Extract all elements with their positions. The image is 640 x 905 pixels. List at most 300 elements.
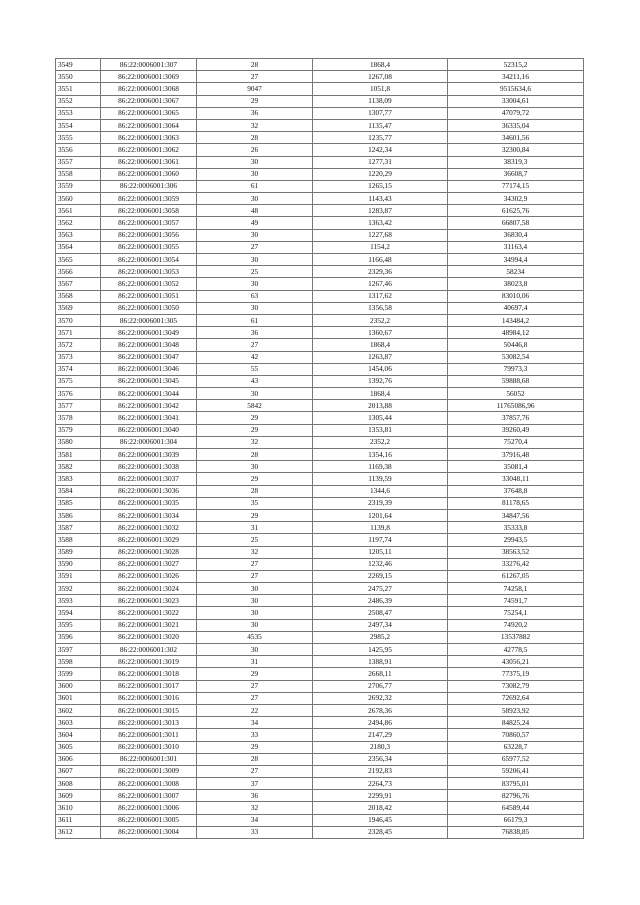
unit-value-cell: 1354,16	[313, 449, 448, 461]
row-number-cell: 3590	[56, 558, 101, 570]
table-row	[56, 656, 584, 668]
table-row	[56, 156, 584, 168]
cadastral-number-cell: 86:22:0006001:3041	[101, 412, 197, 424]
area-cell: 27	[197, 680, 313, 692]
table-row	[56, 826, 584, 838]
cadastral-value-cell: 66807,58	[448, 217, 584, 229]
row-number-cell: 3579	[56, 424, 101, 436]
cadastral-number-cell: 86:22:0006001:3042	[101, 400, 197, 412]
cadastral-value-cell: 47079,72	[448, 107, 584, 119]
cadastral-value-cell: 83795,01	[448, 778, 584, 790]
table-row	[56, 144, 584, 156]
area-cell: 32	[197, 436, 313, 448]
area-cell: 48	[197, 205, 313, 217]
area-cell: 43	[197, 375, 313, 387]
unit-value-cell: 1868,4	[313, 388, 448, 400]
cadastral-value-cell: 83010,06	[448, 290, 584, 302]
unit-value-cell: 1232,46	[313, 558, 448, 570]
cadastral-number-cell: 86:22:0006001:3067	[101, 95, 197, 107]
row-number-cell: 3586	[56, 509, 101, 521]
area-cell: 29	[197, 473, 313, 485]
cadastral-value-cell: 31163,4	[448, 241, 584, 253]
area-cell: 28	[197, 132, 313, 144]
table-row	[56, 375, 584, 387]
unit-value-cell: 1139,59	[313, 473, 448, 485]
cadastral-value-cell: 77174,15	[448, 180, 584, 192]
cadastral-value-cell: 75254,1	[448, 607, 584, 619]
unit-value-cell: 2494,86	[313, 717, 448, 729]
row-number-cell: 3551	[56, 83, 101, 95]
cadastral-number-cell: 86:22:0006001:3051	[101, 290, 197, 302]
area-cell: 30	[197, 278, 313, 290]
row-number-cell: 3611	[56, 814, 101, 826]
area-cell: 31	[197, 656, 313, 668]
area-cell: 30	[197, 461, 313, 473]
cadastral-value-cell: 56052	[448, 388, 584, 400]
cadastral-value-cell: 63228,7	[448, 741, 584, 753]
table-row	[56, 193, 584, 205]
cadastral-value-cell: 66179,3	[448, 814, 584, 826]
area-cell: 61	[197, 314, 313, 326]
table-row	[56, 254, 584, 266]
table-row	[56, 95, 584, 107]
cadastral-value-table	[55, 58, 584, 839]
table-row	[56, 704, 584, 716]
row-number-cell: 3602	[56, 704, 101, 716]
unit-value-cell: 2692,32	[313, 692, 448, 704]
cadastral-value-cell: 40697,4	[448, 302, 584, 314]
table-row	[56, 449, 584, 461]
row-number-cell: 3610	[56, 802, 101, 814]
unit-value-cell: 1143,43	[313, 193, 448, 205]
table-row	[56, 558, 584, 570]
row-number-cell: 3592	[56, 583, 101, 595]
table-row	[56, 217, 584, 229]
cadastral-value-cell: 34302,9	[448, 193, 584, 205]
cadastral-value-cell: 38563,52	[448, 546, 584, 558]
table-row	[56, 546, 584, 558]
row-number-cell: 3604	[56, 729, 101, 741]
unit-value-cell: 2192,83	[313, 765, 448, 777]
row-number-cell: 3560	[56, 193, 101, 205]
cadastral-value-cell: 33276,42	[448, 558, 584, 570]
unit-value-cell: 1205,11	[313, 546, 448, 558]
cadastral-number-cell: 86:22:0006001:3034	[101, 509, 197, 521]
table-row	[56, 83, 584, 95]
unit-value-cell: 2475,27	[313, 583, 448, 595]
area-cell: 36	[197, 327, 313, 339]
cadastral-number-cell: 86:22:0006001:3019	[101, 656, 197, 668]
cadastral-number-cell: 86:22:0006001:3024	[101, 583, 197, 595]
row-number-cell: 3567	[56, 278, 101, 290]
unit-value-cell: 2678,36	[313, 704, 448, 716]
cadastral-number-cell: 86:22:0006001:3040	[101, 424, 197, 436]
row-number-cell: 3587	[56, 522, 101, 534]
row-number-cell: 3597	[56, 644, 101, 656]
unit-value-cell: 2319,39	[313, 497, 448, 509]
cadastral-value-cell: 65977,52	[448, 753, 584, 765]
row-number-cell: 3559	[56, 180, 101, 192]
area-cell: 9047	[197, 83, 313, 95]
table-row	[56, 180, 584, 192]
cadastral-number-cell: 86:22:0006001:3064	[101, 119, 197, 131]
cadastral-number-cell: 86:22:0006001:3063	[101, 132, 197, 144]
cadastral-value-cell: 84825,24	[448, 717, 584, 729]
unit-value-cell: 1135,47	[313, 119, 448, 131]
cadastral-number-cell: 86:22:0006001:3047	[101, 351, 197, 363]
table-row	[56, 205, 584, 217]
unit-value-cell: 1138,09	[313, 95, 448, 107]
table-row	[56, 241, 584, 253]
area-cell: 30	[197, 388, 313, 400]
cadastral-value-cell: 59888,68	[448, 375, 584, 387]
table-row	[56, 412, 584, 424]
table-row	[56, 595, 584, 607]
area-cell: 35	[197, 497, 313, 509]
row-number-cell: 3576	[56, 388, 101, 400]
table-row	[56, 607, 584, 619]
cadastral-value-cell: 74258,1	[448, 583, 584, 595]
row-number-cell: 3564	[56, 241, 101, 253]
area-cell: 33	[197, 826, 313, 838]
unit-value-cell: 1169,38	[313, 461, 448, 473]
row-number-cell: 3609	[56, 790, 101, 802]
table-row	[56, 266, 584, 278]
row-number-cell: 3580	[56, 436, 101, 448]
row-number-cell: 3583	[56, 473, 101, 485]
row-number-cell: 3600	[56, 680, 101, 692]
cadastral-value-cell: 36608,7	[448, 168, 584, 180]
cadastral-value-cell: 35333,8	[448, 522, 584, 534]
cadastral-number-cell: 86:22:0006001:3023	[101, 595, 197, 607]
cadastral-number-cell: 86:22:0006001:304	[101, 436, 197, 448]
unit-value-cell: 1265,15	[313, 180, 448, 192]
cadastral-number-cell: 86:22:0006001:3018	[101, 668, 197, 680]
table-row	[56, 814, 584, 826]
unit-value-cell: 2328,45	[313, 826, 448, 838]
unit-value-cell: 1307,77	[313, 107, 448, 119]
cadastral-number-cell: 86:22:0006001:307	[101, 59, 197, 71]
table-row	[56, 790, 584, 802]
unit-value-cell: 1051,8	[313, 83, 448, 95]
unit-value-cell: 1220,29	[313, 168, 448, 180]
area-cell: 29	[197, 412, 313, 424]
area-cell: 30	[197, 168, 313, 180]
area-cell: 55	[197, 363, 313, 375]
area-cell: 28	[197, 485, 313, 497]
area-cell: 28	[197, 59, 313, 71]
cadastral-value-cell: 74920,2	[448, 619, 584, 631]
row-number-cell: 3554	[56, 119, 101, 131]
cadastral-number-cell: 86:22:0006001:3009	[101, 765, 197, 777]
row-number-cell: 3588	[56, 534, 101, 546]
area-cell: 30	[197, 193, 313, 205]
row-number-cell: 3591	[56, 570, 101, 582]
row-number-cell: 3596	[56, 631, 101, 643]
table-row	[56, 388, 584, 400]
cadastral-value-cell: 76838,85	[448, 826, 584, 838]
table-row	[56, 802, 584, 814]
area-cell: 28	[197, 753, 313, 765]
unit-value-cell: 1392,76	[313, 375, 448, 387]
area-cell: 22	[197, 704, 313, 716]
area-cell: 36	[197, 790, 313, 802]
cadastral-number-cell: 86:22:0006001:3028	[101, 546, 197, 558]
table-row	[56, 290, 584, 302]
unit-value-cell: 2352,2	[313, 314, 448, 326]
unit-value-cell: 2264,73	[313, 778, 448, 790]
area-cell: 25	[197, 534, 313, 546]
cadastral-number-cell: 86:22:0006001:3026	[101, 570, 197, 582]
row-number-cell: 3589	[56, 546, 101, 558]
cadastral-number-cell: 86:22:0006001:3035	[101, 497, 197, 509]
unit-value-cell: 1267,08	[313, 71, 448, 83]
table-row	[56, 327, 584, 339]
cadastral-value-cell: 36830,4	[448, 229, 584, 241]
cadastral-value-cell: 72692,64	[448, 692, 584, 704]
table-row	[56, 168, 584, 180]
area-cell: 27	[197, 570, 313, 582]
unit-value-cell: 2706,77	[313, 680, 448, 692]
row-number-cell: 3601	[56, 692, 101, 704]
unit-value-cell: 2352,2	[313, 436, 448, 448]
cadastral-value-cell: 13537882	[448, 631, 584, 643]
cadastral-value-cell: 143484,2	[448, 314, 584, 326]
unit-value-cell: 1154,2	[313, 241, 448, 253]
area-cell: 30	[197, 254, 313, 266]
cadastral-value-cell: 50446,8	[448, 339, 584, 351]
cadastral-number-cell: 86:22:0006001:3008	[101, 778, 197, 790]
area-cell: 30	[197, 302, 313, 314]
cadastral-number-cell: 86:22:0006001:3036	[101, 485, 197, 497]
cadastral-number-cell: 86:22:0006001:3022	[101, 607, 197, 619]
unit-value-cell: 2329,36	[313, 266, 448, 278]
cadastral-number-cell: 86:22:0006001:3010	[101, 741, 197, 753]
area-cell: 32	[197, 802, 313, 814]
row-number-cell: 3607	[56, 765, 101, 777]
cadastral-value-cell: 34211,16	[448, 71, 584, 83]
cadastral-value-cell: 82796,76	[448, 790, 584, 802]
area-cell: 27	[197, 558, 313, 570]
row-number-cell: 3585	[56, 497, 101, 509]
cadastral-value-cell: 29943,5	[448, 534, 584, 546]
row-number-cell: 3575	[56, 375, 101, 387]
cadastral-value-cell: 79973,3	[448, 363, 584, 375]
area-cell: 33	[197, 729, 313, 741]
cadastral-value-cell: 70860,57	[448, 729, 584, 741]
cadastral-number-cell: 86:22:0006001:305	[101, 314, 197, 326]
row-number-cell: 3594	[56, 607, 101, 619]
row-number-cell: 3612	[56, 826, 101, 838]
cadastral-number-cell: 86:22:0006001:3069	[101, 71, 197, 83]
cadastral-value-cell: 81178,65	[448, 497, 584, 509]
row-number-cell: 3603	[56, 717, 101, 729]
unit-value-cell: 1227,68	[313, 229, 448, 241]
unit-value-cell: 2985,2	[313, 631, 448, 643]
area-cell: 27	[197, 339, 313, 351]
cadastral-value-cell: 58923,92	[448, 704, 584, 716]
cadastral-number-cell: 86:22:0006001:3056	[101, 229, 197, 241]
unit-value-cell: 1197,74	[313, 534, 448, 546]
unit-value-cell: 1305,44	[313, 412, 448, 424]
row-number-cell: 3581	[56, 449, 101, 461]
row-number-cell: 3566	[56, 266, 101, 278]
area-cell: 30	[197, 229, 313, 241]
table-row	[56, 522, 584, 534]
table-row	[56, 351, 584, 363]
area-cell: 30	[197, 583, 313, 595]
row-number-cell: 3593	[56, 595, 101, 607]
cadastral-number-cell: 86:22:0006001:3048	[101, 339, 197, 351]
unit-value-cell: 1946,45	[313, 814, 448, 826]
unit-value-cell: 1454,06	[313, 363, 448, 375]
area-cell: 30	[197, 619, 313, 631]
area-cell: 37	[197, 778, 313, 790]
unit-value-cell: 1242,34	[313, 144, 448, 156]
cadastral-value-cell: 77375,19	[448, 668, 584, 680]
row-number-cell: 3558	[56, 168, 101, 180]
cadastral-number-cell: 86:22:0006001:3039	[101, 449, 197, 461]
cadastral-value-cell: 53082,54	[448, 351, 584, 363]
unit-value-cell: 2018,42	[313, 802, 448, 814]
cadastral-number-cell: 86:22:0006001:3011	[101, 729, 197, 741]
row-number-cell: 3568	[56, 290, 101, 302]
area-cell: 4535	[197, 631, 313, 643]
cadastral-number-cell: 86:22:0006001:3017	[101, 680, 197, 692]
area-cell: 27	[197, 692, 313, 704]
unit-value-cell: 2013,88	[313, 400, 448, 412]
cadastral-number-cell: 86:22:0006001:3061	[101, 156, 197, 168]
cadastral-value-cell: 58234	[448, 266, 584, 278]
row-number-cell: 3549	[56, 59, 101, 71]
row-number-cell: 3563	[56, 229, 101, 241]
table-row	[56, 668, 584, 680]
table-row	[56, 436, 584, 448]
unit-value-cell: 2356,34	[313, 753, 448, 765]
cadastral-number-cell: 86:22:0006001:3055	[101, 241, 197, 253]
cadastral-value-cell: 73082,79	[448, 680, 584, 692]
table-row	[56, 473, 584, 485]
area-cell: 30	[197, 644, 313, 656]
table-row	[56, 229, 584, 241]
table-row	[56, 461, 584, 473]
cadastral-value-cell: 37916,48	[448, 449, 584, 461]
table-row	[56, 692, 584, 704]
cadastral-number-cell: 86:22:0006001:302	[101, 644, 197, 656]
table-row	[56, 71, 584, 83]
table-row	[56, 400, 584, 412]
area-cell: 29	[197, 741, 313, 753]
table-row	[56, 339, 584, 351]
cadastral-value-cell: 59206,41	[448, 765, 584, 777]
cadastral-number-cell: 86:22:0006001:3020	[101, 631, 197, 643]
unit-value-cell: 2508,47	[313, 607, 448, 619]
unit-value-cell: 1277,31	[313, 156, 448, 168]
unit-value-cell: 1868,4	[313, 339, 448, 351]
cadastral-value-cell: 48984,12	[448, 327, 584, 339]
row-number-cell: 3562	[56, 217, 101, 229]
table-row	[56, 132, 584, 144]
cadastral-number-cell: 86:22:0006001:3006	[101, 802, 197, 814]
cadastral-value-cell: 9515634,6	[448, 83, 584, 95]
table-row	[56, 424, 584, 436]
cadastral-number-cell: 86:22:0006001:3004	[101, 826, 197, 838]
unit-value-cell: 1235,77	[313, 132, 448, 144]
cadastral-value-cell: 43056,21	[448, 656, 584, 668]
area-cell: 30	[197, 595, 313, 607]
table-row	[56, 302, 584, 314]
cadastral-number-cell: 86:22:0006001:3045	[101, 375, 197, 387]
row-number-cell: 3582	[56, 461, 101, 473]
table-row	[56, 741, 584, 753]
area-cell: 26	[197, 144, 313, 156]
unit-value-cell: 2668,11	[313, 668, 448, 680]
cadastral-value-cell: 34994,4	[448, 254, 584, 266]
area-cell: 42	[197, 351, 313, 363]
row-number-cell: 3569	[56, 302, 101, 314]
unit-value-cell: 1166,48	[313, 254, 448, 266]
area-cell: 25	[197, 266, 313, 278]
table-row	[56, 278, 584, 290]
area-cell: 29	[197, 95, 313, 107]
cadastral-number-cell: 86:22:0006001:3060	[101, 168, 197, 180]
unit-value-cell: 1363,42	[313, 217, 448, 229]
table-row	[56, 753, 584, 765]
cadastral-number-cell: 86:22:0006001:3029	[101, 534, 197, 546]
table-row	[56, 363, 584, 375]
cadastral-number-cell: 86:22:0006001:3046	[101, 363, 197, 375]
unit-value-cell: 2497,34	[313, 619, 448, 631]
area-cell: 30	[197, 607, 313, 619]
cadastral-value-cell: 11765086,96	[448, 400, 584, 412]
table-row	[56, 485, 584, 497]
cadastral-number-cell: 86:22:0006001:3058	[101, 205, 197, 217]
row-number-cell: 3552	[56, 95, 101, 107]
area-cell: 34	[197, 717, 313, 729]
area-cell: 49	[197, 217, 313, 229]
cadastral-value-cell: 38023,8	[448, 278, 584, 290]
unit-value-cell: 2486,39	[313, 595, 448, 607]
unit-value-cell: 1353,81	[313, 424, 448, 436]
area-cell: 28	[197, 449, 313, 461]
row-number-cell: 3572	[56, 339, 101, 351]
area-cell: 30	[197, 156, 313, 168]
table-row	[56, 497, 584, 509]
cadastral-value-cell: 36335,04	[448, 119, 584, 131]
cadastral-value-cell: 33004,61	[448, 95, 584, 107]
cadastral-value-cell: 75270,4	[448, 436, 584, 448]
cadastral-number-cell: 86:22:0006001:3027	[101, 558, 197, 570]
table-row	[56, 631, 584, 643]
row-number-cell: 3595	[56, 619, 101, 631]
unit-value-cell: 1139,8	[313, 522, 448, 534]
cadastral-number-cell: 86:22:0006001:3038	[101, 461, 197, 473]
table-row	[56, 680, 584, 692]
row-number-cell: 3577	[56, 400, 101, 412]
area-cell: 36	[197, 107, 313, 119]
row-number-cell: 3557	[56, 156, 101, 168]
table-row	[56, 570, 584, 582]
row-number-cell: 3605	[56, 741, 101, 753]
row-number-cell: 3608	[56, 778, 101, 790]
row-number-cell: 3561	[56, 205, 101, 217]
row-number-cell: 3553	[56, 107, 101, 119]
row-number-cell: 3606	[56, 753, 101, 765]
row-number-cell: 3584	[56, 485, 101, 497]
row-number-cell: 3556	[56, 144, 101, 156]
row-number-cell: 3599	[56, 668, 101, 680]
area-cell: 29	[197, 424, 313, 436]
